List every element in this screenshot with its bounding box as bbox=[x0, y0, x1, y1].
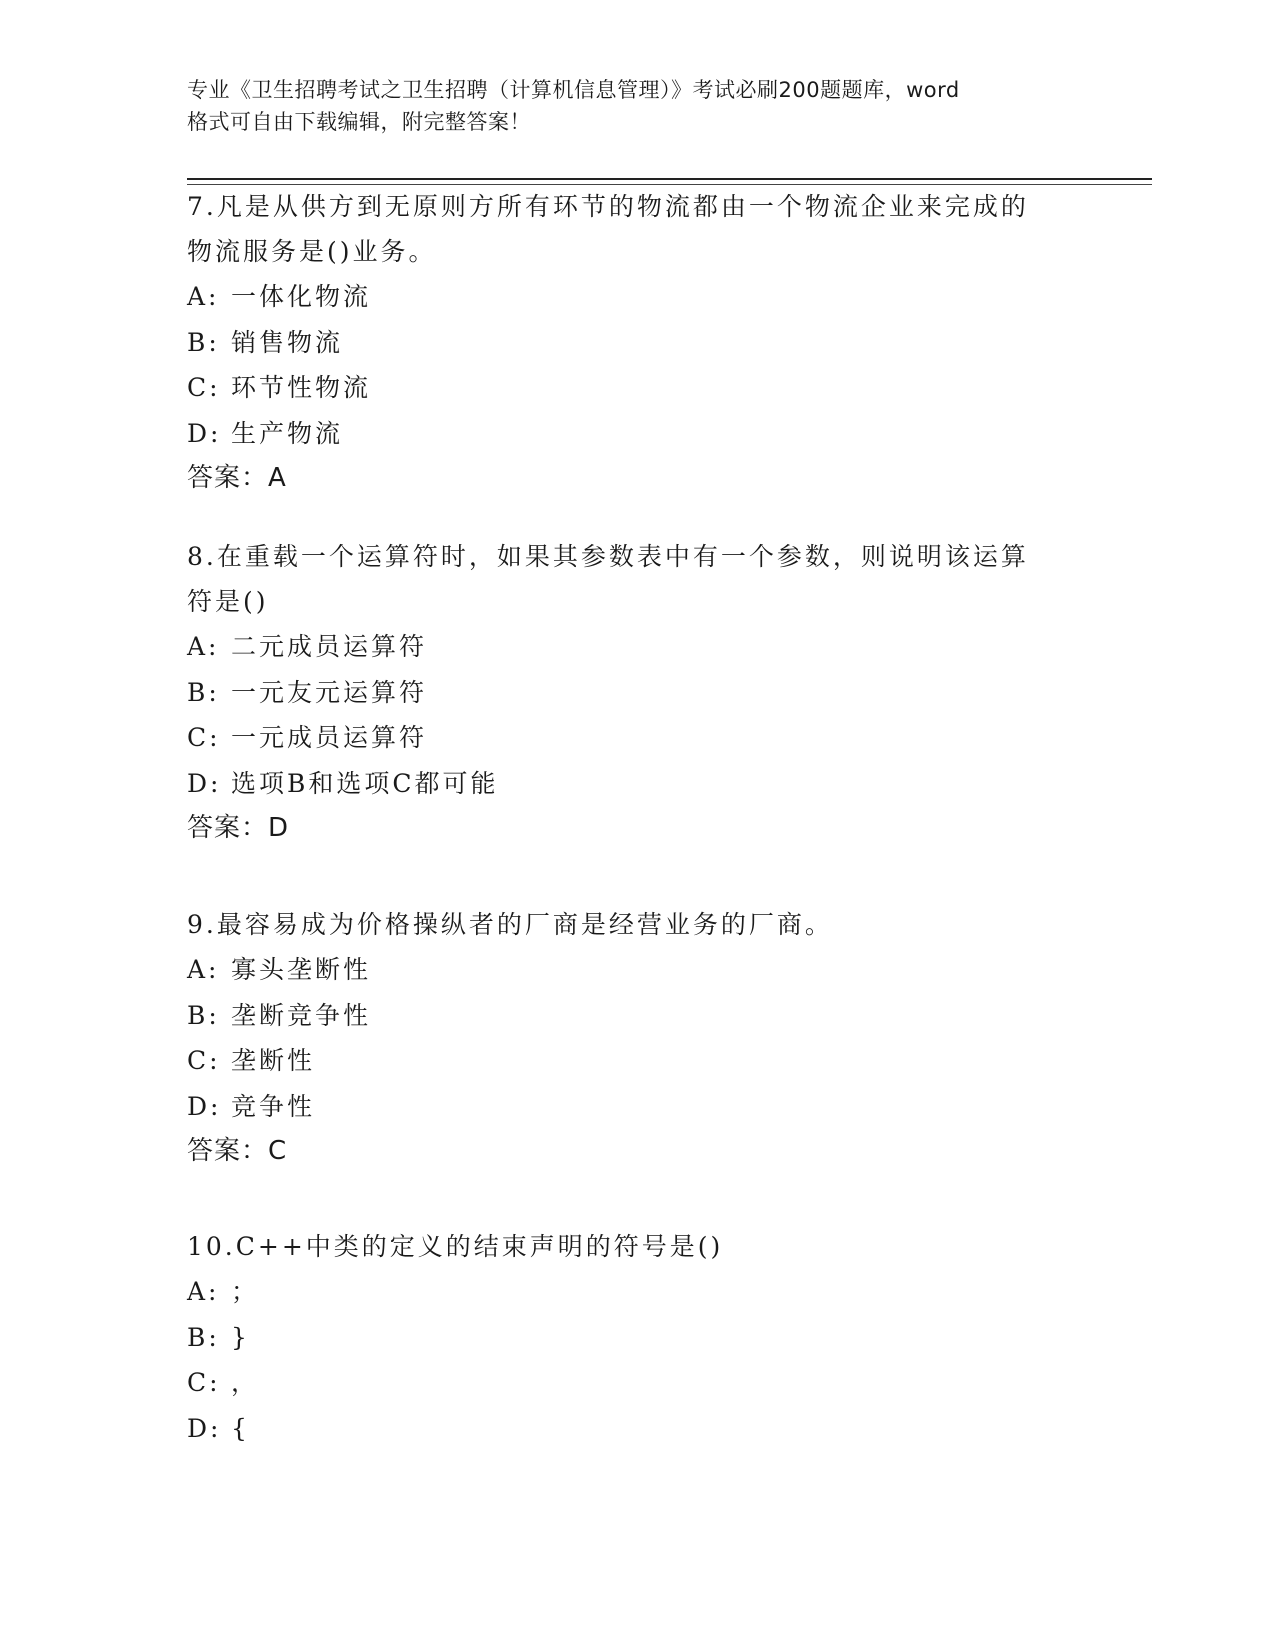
question-8 bbox=[187, 534, 1087, 851]
question-stem-line-1: 10.C++中类的定义的结束声明的符号是() bbox=[187, 1232, 724, 1261]
option-c bbox=[187, 1360, 1087, 1406]
option-text: 环节性物流 bbox=[231, 373, 372, 402]
question-stem-line-1: 7.凡是从供方到无原则方所有环节的物流都由一个物流企业来完成的 bbox=[187, 192, 1029, 221]
option-key: B: bbox=[187, 327, 220, 357]
option-key: A: bbox=[187, 1277, 220, 1306]
question-stem-line-1: 8.在重载一个运算符时，如果其参数表中有一个参数，则说明该运算 bbox=[187, 542, 1029, 571]
option-a bbox=[187, 274, 1087, 320]
header-line-1: 专业《卫生招聘考试之卫生招聘（计算机信息管理）》考试必刷200题题库，word bbox=[187, 78, 960, 102]
option-text: 选项B和选项C都可能 bbox=[231, 768, 499, 798]
option-text: 竞争性 bbox=[231, 1091, 316, 1121]
option-text: 一元友元运算符 bbox=[231, 677, 428, 707]
option-text: 垄断性 bbox=[231, 1046, 316, 1075]
option-text: 二元成员运算符 bbox=[231, 632, 428, 661]
option-text: 一元成员运算符 bbox=[231, 723, 428, 752]
question-stem-line-2: 物流服务是()业务。 bbox=[187, 237, 437, 266]
option-c bbox=[187, 1038, 1087, 1084]
option-text: ， bbox=[231, 1368, 260, 1397]
option-b bbox=[187, 670, 1087, 716]
option-key: D: bbox=[187, 1413, 222, 1443]
option-a bbox=[187, 947, 1087, 993]
option-b bbox=[187, 320, 1087, 366]
option-key: B: bbox=[187, 677, 220, 707]
option-key: D: bbox=[187, 418, 222, 448]
option-d bbox=[187, 761, 1087, 807]
question-stem-line-2: 符是() bbox=[187, 587, 269, 616]
question-9 bbox=[187, 902, 1087, 1174]
question-stem bbox=[187, 184, 1067, 274]
option-key: D: bbox=[187, 768, 222, 798]
option-text: } bbox=[231, 1322, 250, 1352]
option-key: A: bbox=[187, 955, 220, 984]
header-divider-thick bbox=[187, 178, 1152, 180]
option-key: C: bbox=[187, 373, 221, 402]
option-text: 一体化物流 bbox=[231, 282, 372, 311]
option-key: A: bbox=[187, 632, 220, 661]
option-text: ； bbox=[231, 1277, 260, 1306]
option-text: 生产物流 bbox=[231, 418, 344, 448]
answer-text: 答案：A bbox=[187, 463, 287, 493]
option-d bbox=[187, 411, 1087, 457]
option-key: C: bbox=[187, 1046, 221, 1075]
option-d bbox=[187, 1084, 1087, 1130]
document-header bbox=[187, 74, 1087, 138]
option-c bbox=[187, 715, 1087, 761]
option-text: 寡头垄断性 bbox=[231, 955, 372, 984]
question-10 bbox=[187, 1224, 1087, 1451]
option-b bbox=[187, 1315, 1087, 1361]
option-d bbox=[187, 1406, 1087, 1452]
option-text: 垄断竞争性 bbox=[231, 1000, 372, 1030]
option-b bbox=[187, 993, 1087, 1039]
question-stem bbox=[187, 1224, 1067, 1269]
answer-text: 答案：C bbox=[187, 1136, 288, 1166]
question-7 bbox=[187, 184, 1087, 501]
answer-text: 答案：D bbox=[187, 813, 290, 843]
option-key: C: bbox=[187, 723, 221, 752]
option-key: A: bbox=[187, 282, 220, 311]
option-a bbox=[187, 624, 1087, 670]
header-line-2: 格式可自由下载编辑，附完整答案！ bbox=[187, 110, 531, 134]
question-stem-line-1: 9.最容易成为价格操纵者的厂商是经营业务的厂商。 bbox=[187, 910, 833, 939]
question-stem bbox=[187, 534, 1067, 624]
option-text: 销售物流 bbox=[231, 327, 344, 357]
option-key: D: bbox=[187, 1091, 222, 1121]
option-c bbox=[187, 365, 1087, 411]
option-key: B: bbox=[187, 1322, 220, 1352]
option-a bbox=[187, 1269, 1087, 1315]
option-text: { bbox=[231, 1413, 250, 1443]
option-key: C: bbox=[187, 1368, 221, 1397]
option-key: B: bbox=[187, 1000, 220, 1030]
question-stem bbox=[187, 902, 1067, 947]
